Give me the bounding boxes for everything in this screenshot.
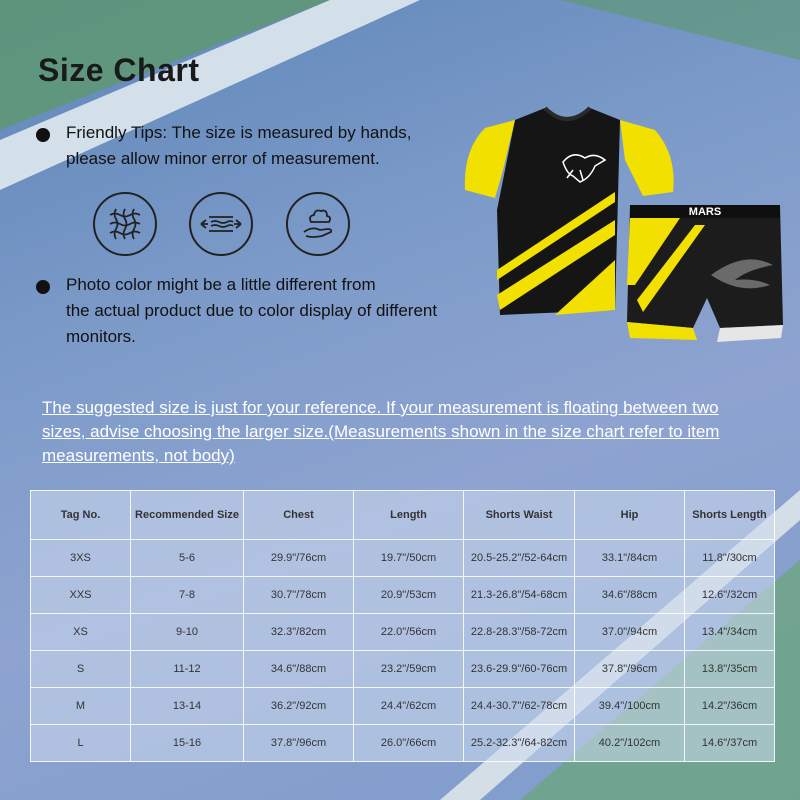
table-cell: 32.3"/82cm (244, 614, 354, 651)
table-cell: 37.8"/96cm (575, 651, 685, 688)
table-cell: 21.3-26.8"/54-68cm (464, 577, 575, 614)
table-row (31, 577, 775, 614)
table-cell: 29.9"/76cm (244, 540, 354, 577)
table-cell: 19.7"/50cm (354, 540, 464, 577)
table-cell: 5-6 (131, 540, 244, 577)
table-cell: 22.8-28.3"/58-72cm (464, 614, 575, 651)
table-cell: 3XS (31, 540, 131, 577)
tip-line: please allow minor error of measurement. (66, 149, 380, 168)
tip-line: monitors. (66, 327, 136, 346)
table-row (31, 540, 775, 577)
table-cell: 34.6"/88cm (575, 577, 685, 614)
table-cell: 26.0"/66cm (354, 725, 464, 762)
fabric-mesh-icon (93, 192, 157, 256)
table-cell: 30.7"/78cm (244, 577, 354, 614)
table-cell: 39.4"/100cm (575, 688, 685, 725)
tip-line: Photo color might be a little different from (66, 275, 376, 294)
column-header: Chest (244, 491, 354, 540)
bullet-dot (36, 128, 50, 142)
table-cell: 20.5-25.2"/52-64cm (464, 540, 575, 577)
shorts-brand-text: MARS (688, 206, 722, 218)
table-cell: 7-8 (131, 577, 244, 614)
size-table (30, 490, 775, 762)
tip-line: Friendly Tips: The size is measured by hands, (66, 123, 412, 142)
table-row (31, 614, 775, 651)
table-cell: 14.6"/37cm (685, 725, 775, 762)
table-cell: M (31, 688, 131, 725)
table-cell: 33.1"/84cm (575, 540, 685, 577)
table-cell: 20.9"/53cm (354, 577, 464, 614)
table-cell: 11-12 (131, 651, 244, 688)
table-row (31, 651, 775, 688)
table-cell: 9-10 (131, 614, 244, 651)
table-cell: 24.4"/62cm (354, 688, 464, 725)
table-cell: 14.2"/36cm (685, 688, 775, 725)
table-cell: 25.2-32.3"/64-82cm (464, 725, 575, 762)
table-cell: 37.8"/96cm (244, 725, 354, 762)
table-cell: 37.0"/94cm (575, 614, 685, 651)
table-cell: 23.2"/59cm (354, 651, 464, 688)
shirt-right-sleeve (620, 120, 674, 196)
table-header-row (31, 491, 775, 540)
table-cell: 40.2"/102cm (575, 725, 685, 762)
tip-line: the actual product due to color display of different (66, 301, 438, 320)
table-cell: 24.4-30.7"/62-78cm (464, 688, 575, 725)
bullet-dot (36, 280, 50, 294)
product-image (455, 100, 785, 355)
table-cell: 11.8"/30cm (685, 540, 775, 577)
table-row (31, 725, 775, 762)
table-cell: 13.4"/34cm (685, 614, 775, 651)
table-cell: 22.0"/56cm (354, 614, 464, 651)
soft-touch-icon (286, 192, 350, 256)
column-header: Length (354, 491, 464, 540)
column-header: Hip (575, 491, 685, 540)
table-cell: 12.6"/32cm (685, 577, 775, 614)
page-title: Size Chart (38, 52, 200, 88)
table-cell: L (31, 725, 131, 762)
table-cell: S (31, 651, 131, 688)
column-header: Shorts Waist (464, 491, 575, 540)
column-header: Recommended Size (131, 491, 244, 540)
table-cell: 23.6-29.9"/60-76cm (464, 651, 575, 688)
table-cell: 36.2"/92cm (244, 688, 354, 725)
color-tip (66, 272, 437, 350)
table-row (31, 688, 775, 725)
size-note: The suggested size is just for your reference. If your measurement is floating between two sizes, advise choosing the larger size.(Measurements shown in the size chart refer to item measurements, not body) (42, 398, 720, 465)
table-cell: 13-14 (131, 688, 244, 725)
table-cell: XS (31, 614, 131, 651)
column-header: Tag No. (31, 491, 131, 540)
table-cell: 34.6"/88cm (244, 651, 354, 688)
table-cell: 13.8"/35cm (685, 651, 775, 688)
table-cell: XXS (31, 577, 131, 614)
stretch-icon (189, 192, 253, 256)
friendly-tip (66, 120, 412, 172)
table-cell: 15-16 (131, 725, 244, 762)
column-header: Shorts Length (685, 491, 775, 540)
